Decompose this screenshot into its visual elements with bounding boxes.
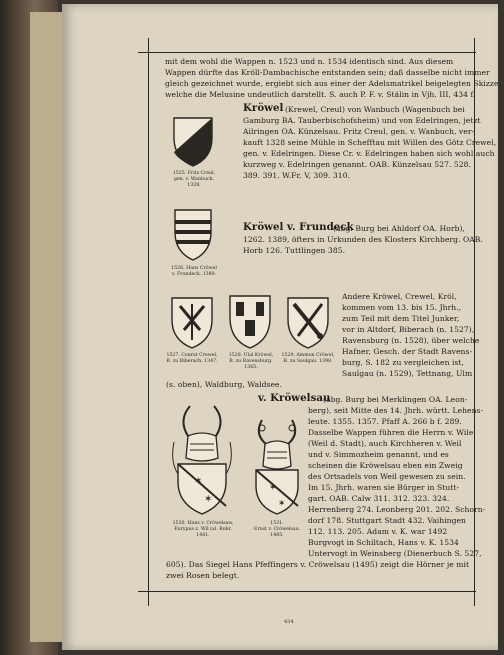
text-line: zwei Rosen belegt. xyxy=(166,571,240,580)
text-line: Horb 126. Tuttlingen 385. xyxy=(243,246,346,255)
coat-of-arms-1528 xyxy=(228,294,272,350)
text-line: Saulgau (n. 1529), Tettnang, Ulm xyxy=(342,369,473,378)
text-line: des Ortsadels von Weil gewesen zu sein. xyxy=(308,472,466,481)
heading-kroewel: Kröwel xyxy=(243,102,284,114)
heading-kroewelsau: v. Kröwelsau xyxy=(258,392,331,404)
text-line: kommen vom 13. bis 15. Jhrh., xyxy=(342,303,462,312)
coat-of-arms-1531 xyxy=(250,414,304,518)
text-line: 112. 113. 205. Adam v. K. war 1492 xyxy=(308,527,448,536)
svg-text:✶: ✶ xyxy=(278,499,286,509)
heading-frundeck: Kröwel v. Frundeck xyxy=(243,221,354,233)
text-line: 1262. 1389, öfters in Urkunden des Klosters Kirchberg. OAB. xyxy=(243,235,483,244)
text-line: Dasselbe Wappen führen die Herrn v. Wile xyxy=(308,428,474,437)
text-line: Wappen dürfte das Kröll-Dambachische entstanden sein; daß dasselbe nicht immer xyxy=(165,68,490,77)
text-line: Untervogt in Weinsberg (Dienerbuch S. 527, xyxy=(308,549,482,558)
text-line: (Krewel, Creul) von Wanbuch (Wagenbuch bei xyxy=(285,105,465,114)
text-line: Herrenberg 274. Leonberg 201. 202. Schorn- xyxy=(308,505,486,514)
frame-bottom-rule xyxy=(138,591,476,592)
coat-of-arms-1530 xyxy=(168,402,236,518)
coat-of-arms-1527 xyxy=(170,296,214,350)
text-line: kauft 1328 seine Mühle in Schefftau mit Willen des Götz Crewel, xyxy=(243,138,497,147)
text-line: Andere Kröwel, Crewel, Kröl, xyxy=(342,292,457,301)
text-line: und v. Simmozheim genannt, und es xyxy=(308,450,449,459)
text-line: scheinen die Kröwelsau eben ein Zweig xyxy=(308,461,463,470)
text-line: Hafner, Gesch. der Stadt Ravens- xyxy=(342,347,473,356)
text-line: vor in Altdorf, Biberach (n. 1527), xyxy=(342,325,475,334)
text-line: 605). Das Siegel Hans Pfeffingers v. Cröwelsau (1495) zeigt die Hörner je mit xyxy=(166,560,470,569)
text-line: (abg. Burg bei Merklingen OA. Leon- xyxy=(323,395,468,404)
text-line: dorf 178. Stuttgart Stadt 432. Vaihingen xyxy=(308,516,466,525)
caption-1527: 1527. Conrat Crewel, B. zu Biberach. 1347. xyxy=(166,353,218,364)
text-line: Im 15. Jhrh. waren sie Bürger in Stutt- xyxy=(308,483,460,492)
text-line: berg), seit Mitte des 14. Jhrh. württ. Lehens- xyxy=(308,406,484,415)
text-line: Ravensburg (n. 1528), über welche xyxy=(342,336,480,345)
caption-1530: 1530. Hans v. Cröwelsaw, Eurypus z. Wil (al. Rohr. 1481. xyxy=(172,521,234,538)
page-number: 434 xyxy=(284,619,294,625)
text-line: gen. v. Edelringen. Diese Cr. v. Edelringen haben sich wohl auch xyxy=(243,149,495,158)
text-line: (abg. Burg bei Ahldorf OA. Horb), xyxy=(333,224,465,233)
svg-text:✶: ✶ xyxy=(269,483,277,493)
text-line: burg, S. 182 zu vergleichen ist, xyxy=(342,358,465,367)
text-line: gart. OAB. Calw 311. 312. 323. 324. xyxy=(308,494,450,503)
text-line: Burgvogt in Schiltach, Hans v. K. 1534 xyxy=(308,538,459,547)
coat-of-arms-1526 xyxy=(173,208,213,262)
caption-1528: 1528. Ulal Kröwel, B. zu Ravensburg. 1365. xyxy=(228,353,274,370)
text-line: (s. oben), Waldburg, Waldsee. xyxy=(166,380,283,389)
coat-of-arms-1525 xyxy=(172,116,214,168)
text-line: Gamburg BA. Tauberbischofsheim) und von Edelringen, jetzt xyxy=(243,116,481,125)
frame-top-rule xyxy=(138,52,476,53)
text-line: leute. 1355. 1357. Pfaff A. 266 b f. 289. xyxy=(308,417,462,426)
caption-1526: 1526. Hans Cröwel v. Frundeck. 1389. xyxy=(171,266,217,277)
caption-1525: 1525. Fritz Creul, gen. v. Wanbuch. 1328. xyxy=(172,171,216,188)
caption-1531: 1531. Ernst v. Cröwelsau. 1485. xyxy=(253,521,301,538)
caption-1529: 1529. Ammon Cröwel, B. zu Saulgau. 1398. xyxy=(281,353,335,364)
text-line: kurzweg v. Edelringen genannt. OAB. Künzelsau 527. 528. xyxy=(243,160,472,169)
text-line: gleich gezeichnet wurde, ergiebt sich aus einer der Adelsmatrikel beigelegten Skizze, xyxy=(165,79,501,88)
text-line: mit dem wohl die Wappen n. 1523 und n. 1534 identisch sind. Aus diesem xyxy=(165,57,454,66)
text-line: (Weil d. Stadt), auch Kirchheren v. Weil xyxy=(308,439,462,448)
frame-left-rule xyxy=(148,38,149,606)
svg-text:✶: ✶ xyxy=(204,494,213,505)
text-line: Ailringen OA. Künzelsau. Fritz Creul, gen. v. Wanbuch, ver- xyxy=(243,127,475,136)
text-line: 389. 391. W.Fr. V, 309. 310. xyxy=(243,171,351,180)
coat-of-arms-1529 xyxy=(286,296,330,350)
text-line: zum Teil mit dem Titel Junker, xyxy=(342,314,460,323)
svg-text:✶: ✶ xyxy=(194,476,203,487)
text-line: welche die Melusine undeutlich darstellt. S. auch P. F. v. Stälin in Vjh. III, 434 f. xyxy=(165,90,476,99)
